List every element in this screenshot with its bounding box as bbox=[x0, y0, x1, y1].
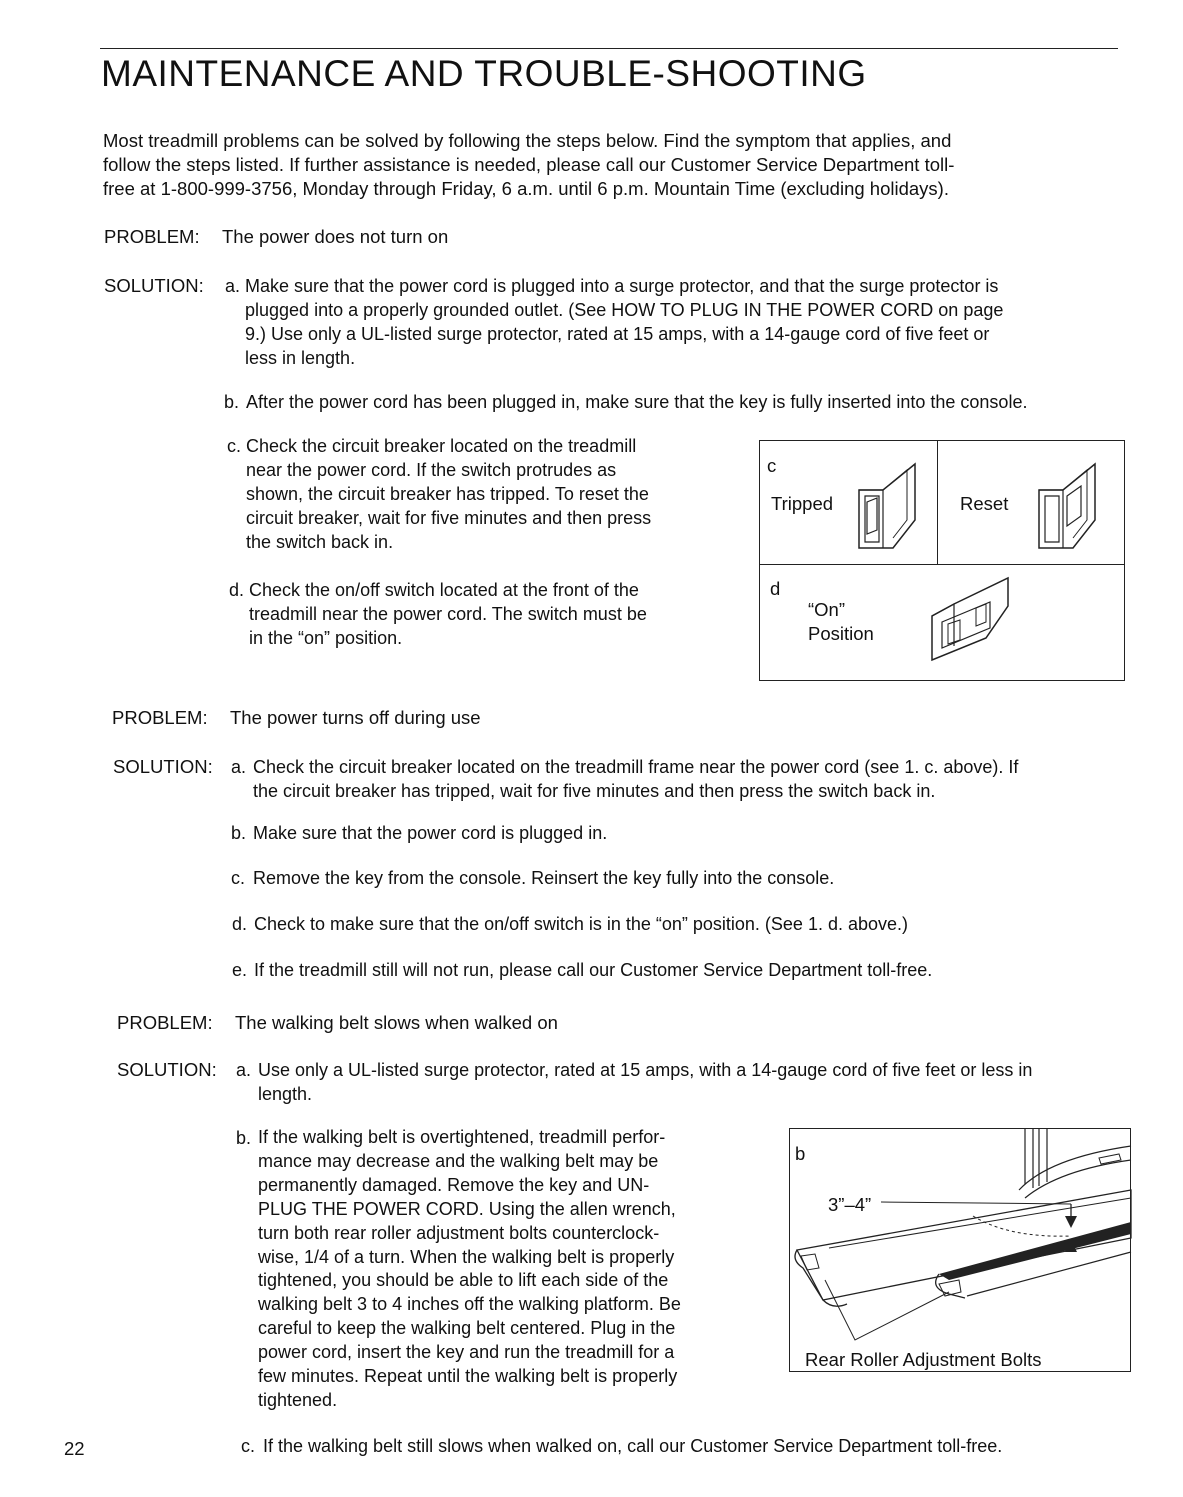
item-line: If the treadmill still will not run, please call our Customer Service Department toll-free. bbox=[254, 960, 933, 980]
problem-2-label: PROBLEM: bbox=[112, 707, 208, 728]
item-line: Check the circuit breaker located on the treadmill frame near the power cord (see 1. c. above). If bbox=[253, 757, 1019, 777]
reset-breaker-icon bbox=[1035, 460, 1105, 555]
figure-d-letter: d bbox=[770, 578, 781, 599]
figure-d-on-label: “On” bbox=[808, 599, 845, 620]
problem-1-text: The power does not turn on bbox=[222, 226, 449, 247]
header-rule bbox=[100, 48, 1118, 49]
item-marker: b. bbox=[236, 1128, 252, 1148]
item-line: near the power cord. If the switch protrudes as bbox=[246, 460, 617, 480]
problem-2-text: The power turns off during use bbox=[230, 707, 481, 728]
item-line: wise, 1/4 of a turn. When the walking belt is properly bbox=[258, 1246, 675, 1267]
item-line: less in length. bbox=[245, 348, 356, 368]
item-marker: b. bbox=[231, 823, 247, 843]
solution-1-label: SOLUTION: bbox=[104, 275, 204, 296]
item-marker: c. bbox=[231, 868, 246, 888]
item-line: walking belt 3 to 4 inches off the walking platform. Be bbox=[258, 1294, 681, 1315]
figure-b-measure-label: 3”–4” bbox=[828, 1194, 872, 1215]
item-marker: a. bbox=[225, 276, 241, 296]
item-marker: d. bbox=[232, 914, 248, 934]
item-line: few minutes. Repeat until the walking belt is properly bbox=[258, 1366, 678, 1387]
item-marker: e. bbox=[232, 960, 248, 980]
figure-c-tripped-label: Tripped bbox=[771, 493, 834, 514]
item-line: 9.) Use only a UL-listed surge protector, rated at 15 amps, with a 14-gauge cord of five feet or bbox=[245, 324, 990, 344]
problem-3-text: The walking belt slows when walked on bbox=[235, 1012, 558, 1033]
item-marker: d. bbox=[229, 580, 245, 600]
item-marker: c. bbox=[227, 436, 242, 456]
figure-b-caption: Rear Roller Adjustment Bolts bbox=[805, 1349, 1042, 1370]
figure-c-letter: c bbox=[767, 455, 777, 476]
figure-d-position-label: Position bbox=[808, 623, 874, 644]
item-line: tightened. bbox=[258, 1389, 338, 1410]
item-line: Check to make sure that the on/off switch is in the “on” position. (See 1. d. above.) bbox=[254, 914, 909, 934]
item-line: shown, the circuit breaker has tripped. To reset the bbox=[246, 484, 649, 504]
item-line: plugged into a properly grounded outlet. (See HOW TO PLUG IN THE POWER CORD on page bbox=[245, 300, 1004, 320]
item-line: mance may decrease and the walking belt may be bbox=[258, 1150, 659, 1171]
solution-2-label: SOLUTION: bbox=[113, 756, 213, 777]
problem-3-label: PROBLEM: bbox=[117, 1012, 213, 1033]
item-line: in the “on” position. bbox=[249, 628, 403, 648]
page-number: 22 bbox=[64, 1438, 85, 1459]
item-line: Make sure that the power cord is plugged in. bbox=[253, 823, 608, 843]
figure-c-reset-label: Reset bbox=[960, 493, 1009, 514]
item-line: Use only a UL-listed surge protector, rated at 15 amps, with a 14-gauge cord of five feet or less in bbox=[258, 1060, 1033, 1080]
figure-b-letter: b bbox=[795, 1143, 806, 1164]
intro-line: follow the steps listed. If further assistance is needed, please call our Customer Service Department toll- bbox=[103, 154, 955, 175]
item-line: turn both rear roller adjustment bolts counterclock- bbox=[258, 1222, 660, 1243]
tripped-breaker-icon bbox=[855, 460, 925, 555]
item-line: length. bbox=[258, 1084, 313, 1104]
item-marker: c. bbox=[241, 1436, 256, 1456]
treadmill-rear-icon bbox=[789, 1128, 1131, 1372]
item-line: Check the circuit breaker located on the treadmill bbox=[246, 436, 637, 456]
page-title: MAINTENANCE AND TROUBLE-SHOOTING bbox=[101, 53, 867, 94]
item-line: the circuit breaker has tripped, wait for five minutes and then press the switch back in. bbox=[253, 781, 936, 801]
item-line: permanently damaged. Remove the key and UN- bbox=[258, 1174, 650, 1195]
item-line: If the walking belt is overtightened, treadmill perfor- bbox=[258, 1127, 666, 1147]
problem-1-label: PROBLEM: bbox=[104, 226, 200, 247]
item-line: careful to keep the walking belt centered. Plug in the bbox=[258, 1318, 676, 1339]
item-line: power cord, insert the key and run the treadmill for a bbox=[258, 1342, 675, 1363]
solution-3-label: SOLUTION: bbox=[117, 1059, 217, 1080]
item-line: treadmill near the power cord. The switch must be bbox=[249, 604, 647, 624]
item-line: the switch back in. bbox=[246, 532, 394, 552]
item-line: Make sure that the power cord is plugged into a surge protector, and that the surge protector is bbox=[245, 276, 999, 296]
intro-line: Most treadmill problems can be solved by following the steps below. Find the symptom that applies, and bbox=[103, 130, 952, 151]
item-marker: a. bbox=[236, 1060, 252, 1080]
item-marker: a. bbox=[231, 757, 247, 777]
item-line: After the power cord has been plugged in, make sure that the key is fully inserted into the console. bbox=[246, 392, 1028, 412]
item-line: tightened, you should be able to lift each side of the bbox=[258, 1270, 669, 1291]
item-line: PLUG THE POWER CORD. Using the allen wrench, bbox=[258, 1198, 676, 1219]
item-line: If the walking belt still slows when walked on, call our Customer Service Department toll-free. bbox=[263, 1436, 1003, 1456]
intro-line: free at 1-800-999-3756, Monday through Friday, 6 a.m. until 6 p.m. Mountain Time (excluding holidays). bbox=[103, 178, 949, 199]
item-line: Check the on/off switch located at the front of the bbox=[249, 580, 639, 600]
item-marker: b. bbox=[224, 392, 240, 412]
item-line: circuit breaker, wait for five minutes and then press bbox=[246, 508, 652, 528]
intro-paragraph bbox=[103, 129, 1123, 201]
item-line: Remove the key from the console. Reinsert the key fully into the console. bbox=[253, 868, 835, 888]
on-off-switch-icon bbox=[928, 576, 1018, 666]
